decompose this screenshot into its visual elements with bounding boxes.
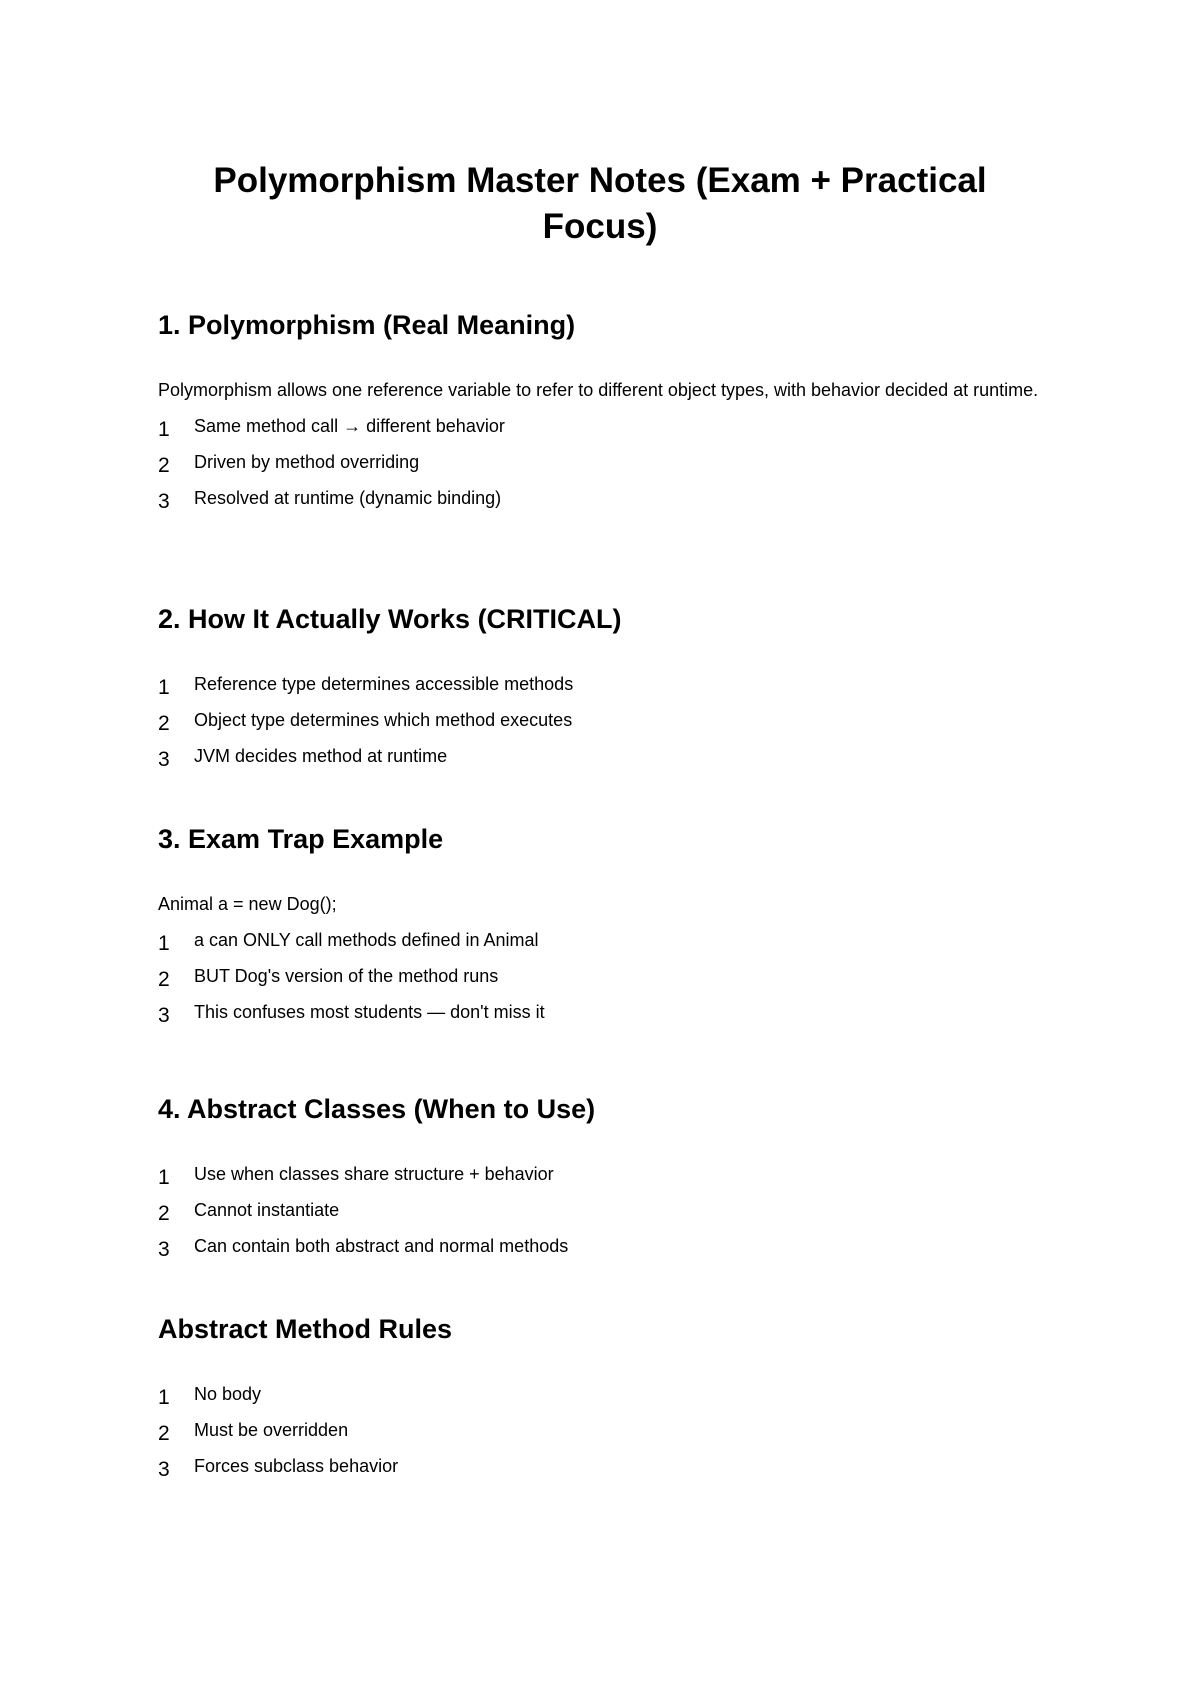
list-item xyxy=(158,1418,1058,1454)
list-item-number: 2 xyxy=(158,712,170,735)
list-item-number: 3 xyxy=(158,1004,170,1027)
list-item xyxy=(158,744,1058,780)
list-item-number: 1 xyxy=(158,418,170,441)
list-item-number: 2 xyxy=(158,1202,170,1225)
section-heading: 1. Polymorphism (Real Meaning) xyxy=(158,310,576,340)
list-item-number: 2 xyxy=(158,454,170,477)
list-item xyxy=(158,964,1058,1000)
section-abstract-method-rules xyxy=(158,1312,1058,1490)
section-how-it-works xyxy=(158,602,1058,780)
numbered-list xyxy=(158,414,1058,522)
document-title: Polymorphism Master Notes (Exam + Practical Focus) xyxy=(213,161,987,246)
list-item xyxy=(158,1382,1058,1418)
numbered-list xyxy=(158,928,1058,1036)
section-abstract-classes xyxy=(158,1092,1058,1270)
list-item-text: Resolved at runtime (dynamic binding) xyxy=(194,488,502,508)
list-item xyxy=(158,1454,1058,1490)
list-item-text: Same method call → different behavior xyxy=(194,416,505,436)
list-item-text: Can contain both abstract and normal methods xyxy=(194,1236,569,1256)
list-item-text: Driven by method overriding xyxy=(194,452,420,472)
list-item-number: 1 xyxy=(158,676,170,699)
list-item xyxy=(158,928,1058,964)
list-item-text: Cannot instantiate xyxy=(194,1200,340,1220)
list-item-text: JVM decides method at runtime xyxy=(194,746,448,766)
list-item-text: Forces subclass behavior xyxy=(194,1456,399,1476)
list-item-number: 1 xyxy=(158,1386,170,1409)
list-item-text: No body xyxy=(194,1384,262,1404)
list-item-number: 3 xyxy=(158,490,170,513)
section-heading: 4. Abstract Classes (When to Use) xyxy=(158,1094,596,1124)
list-item-number: 2 xyxy=(158,1422,170,1445)
list-item-text: Object type determines which method executes xyxy=(194,710,573,730)
code-example: Animal a = new Dog(); xyxy=(158,894,337,914)
section-heading: Abstract Method Rules xyxy=(158,1314,453,1344)
list-item-text: Must be overridden xyxy=(194,1420,349,1440)
list-item-number: 1 xyxy=(158,1166,170,1189)
section-heading: 3. Exam Trap Example xyxy=(158,824,444,854)
list-item-text: BUT Dog's version of the method runs xyxy=(194,966,499,986)
list-item-text: Reference type determines accessible methods xyxy=(194,674,574,694)
list-item-number: 3 xyxy=(158,1238,170,1261)
list-item xyxy=(158,414,1058,450)
list-item-number: 1 xyxy=(158,932,170,955)
section-paragraph: Polymorphism allows one reference variable to refer to different object types, with behavior decided at runtime. xyxy=(158,380,1039,400)
list-item-number: 2 xyxy=(158,968,170,991)
list-item xyxy=(158,672,1058,708)
numbered-list xyxy=(158,672,1058,780)
list-item-text: a can ONLY call methods defined in Animal xyxy=(194,930,539,950)
list-item xyxy=(158,1198,1058,1234)
list-item xyxy=(158,1234,1058,1270)
list-item-number: 3 xyxy=(158,1458,170,1481)
numbered-list xyxy=(158,1382,1058,1490)
numbered-list xyxy=(158,1162,1058,1270)
list-item xyxy=(158,708,1058,744)
list-item xyxy=(158,1162,1058,1198)
section-exam-trap xyxy=(158,822,1058,1036)
section-heading: 2. How It Actually Works (CRITICAL) xyxy=(158,604,622,634)
list-item-text: This confuses most students — don't miss it xyxy=(194,1002,545,1022)
list-item xyxy=(158,450,1058,486)
list-item-text: Use when classes share structure + behavior xyxy=(194,1164,554,1184)
list-item-number: 3 xyxy=(158,748,170,771)
section-polymorphism-meaning xyxy=(158,308,1058,522)
list-item xyxy=(158,1000,1058,1036)
list-item xyxy=(158,486,1058,522)
